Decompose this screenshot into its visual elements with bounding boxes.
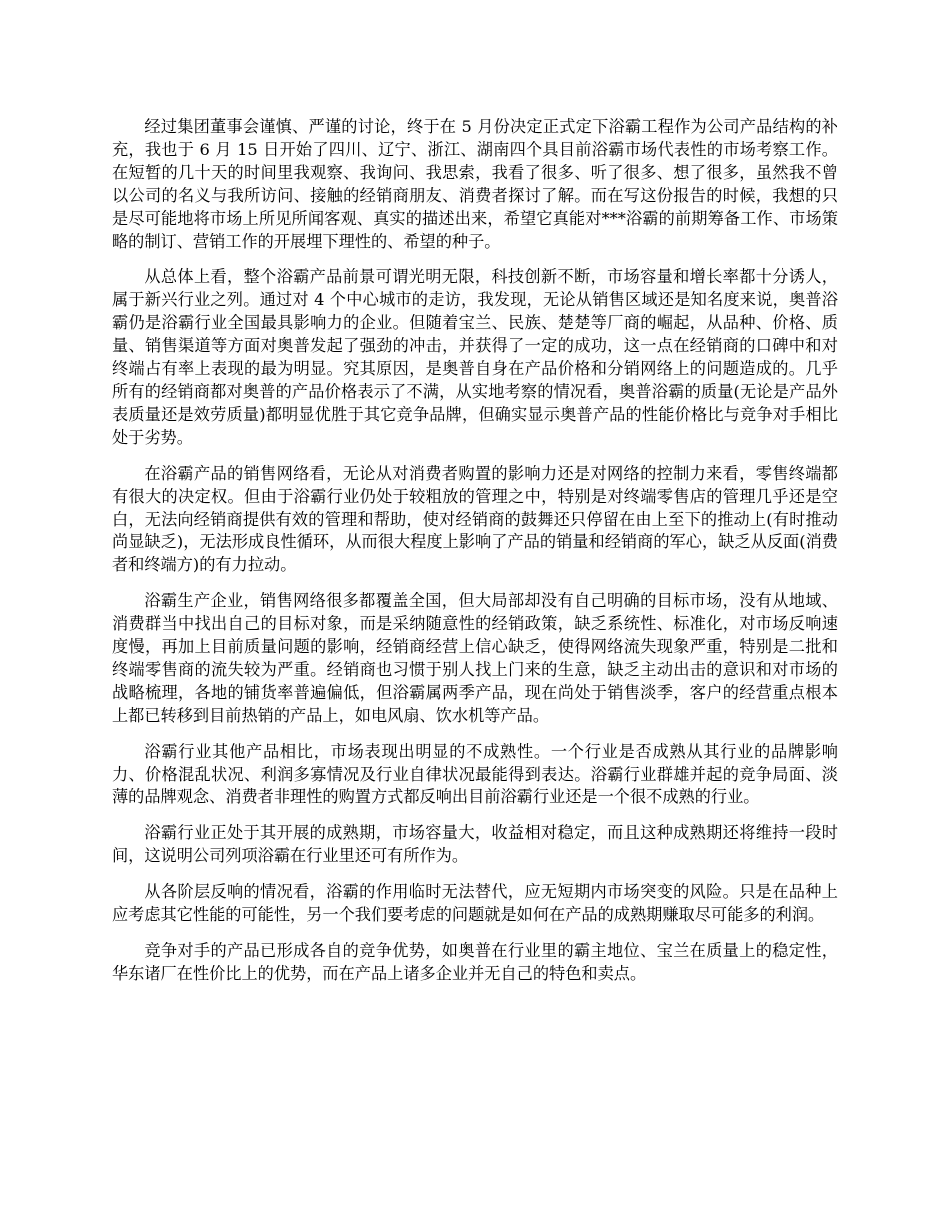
paragraph-sales-network: 在浴霸产品的销售网络看，无论从对消费者购置的影响力还是对网络的控制力来看，零售终端都有很大的决定权。但由于浴霸行业仍处于较粗放的管理之中，特别是对终端零售店的管理几乎还是空白，无法向经销商提供有效的管理和帮助，使对经销商的鼓舞还只停留在由上至下的推动上(有时推动尚显缺乏)，无法形成良性循环，从而很大程度上影响了产品的销量和经销商的军心，缺乏从反面(消费者和终端方)的有力拉动。 — [112, 463, 838, 575]
paragraph-intro: 经过集团董事会谨慎、严谨的讨论，终于在 5 月份决定正式定下浴霸工程作为公司产品结构的补充，我也于 6 月 15 日开始了四川、辽宁、浙江、湖南四个具目前浴霸市场代表性的市场考察工作。在短暂的几十天的时间里我观察、我询问、我思索，我看了很多、听了很多、想了很多，虽然我不曾以公司的名义与我所访问、接触的经销商朋友、消费者探讨了解。而在写这份报告的时候，我想的只是尽可能地将市场上所见所闻客观、真实的描述出来，希望它真能对***浴霸的前期筹备工作、市场策略的制订、营销工作的开展埋下理性的、希望的种子。 — [112, 117, 838, 251]
paragraph-manufacturers: 浴霸生产企业，销售网络很多都覆盖全国，但大局部却没有自己明确的目标市场，没有从地域、消费群当中找出自己的目标对象，而是采纳随意性的经销政策，缺乏系统性、标准化，对市场反响速度慢，再加上目前质量问题的影响，经销商经营上信心缺乏，使得网络流失现象严重，特别是二批和终端零售商的流失较为严重。经销商也习惯于别人找上门来的生意，缺乏主动出击的意识和对市场的战略梳理，各地的铺货率普遍偏低，但浴霸属两季产品，现在尚处于销售淡季，客户的经营重点根本上都已转移到目前热销的产品上，如电风扇、饮水机等产品。 — [112, 591, 838, 725]
document-body — [112, 116, 838, 999]
paragraph-competitors: 竞争对手的产品已形成各自的竞争优势，如奥普在行业里的霸主地位、宝兰在质量上的稳定性，华东诸厂在性价比上的优势，而在产品上诸多企业并无自己的特色和卖点。 — [112, 941, 838, 983]
paragraph-feedback: 从各阶层反响的情况看，浴霸的作用临时无法替代，应无短期内市场突变的风险。只是在品种上应考虑其它性能的可能性，另一个我们要考虑的问题就是如何在产品的成熟期赚取尽可能多的利润。 — [112, 882, 838, 925]
paragraph-market-overview: 从总体上看，整个浴霸产品前景可谓光明无限，科技创新不断，市场容量和增长率都十分诱人，属于新兴行业之列。通过对 4 个中心城市的走访，我发现，无论从销售区域还是知名度来说，奥普浴霸仍是浴霸行业全国最具影响力的企业。但随着宝兰、民族、楚楚等厂商的崛起，从品种、价格、质量、销售渠道等方面对奥普发起了强劲的冲击，并获得了一定的成功，这一点在经销商的口碑中和对终端占有率上表现的最为明显。究其原因，是奥普自身在产品价格和分销网络上的问题造成的。几乎所有的经销商都对奥普的产品价格表示了不满，从实地考察的情况看，奥普浴霸的质量(无论是产品外表质量还是效劳质量)都明显优胜于其它竞争品牌，但确实显示奥普产品的性能价格比与竞争对手相比处于劣势。 — [112, 267, 838, 447]
paragraph-industry-immaturity: 浴霸行业其他产品相比，市场表现出明显的不成熟性。一个行业是否成熟从其行业的品牌影响力、价格混乱状况、利润多寡情况及行业自律状况最能得到表达。浴霸行业群雄并起的竞争局面、淡薄的品牌观念、消费者非理性的购置方式都反响出目前浴霸行业还是一个很不成熟的行业。 — [112, 741, 838, 807]
paragraph-maturity-stage: 浴霸行业正处于其开展的成熟期，市场容量大，收益相对稳定，而且这种成熟期还将维持一段时间，这说明公司列项浴霸在行业里还可有所作为。 — [112, 823, 838, 866]
